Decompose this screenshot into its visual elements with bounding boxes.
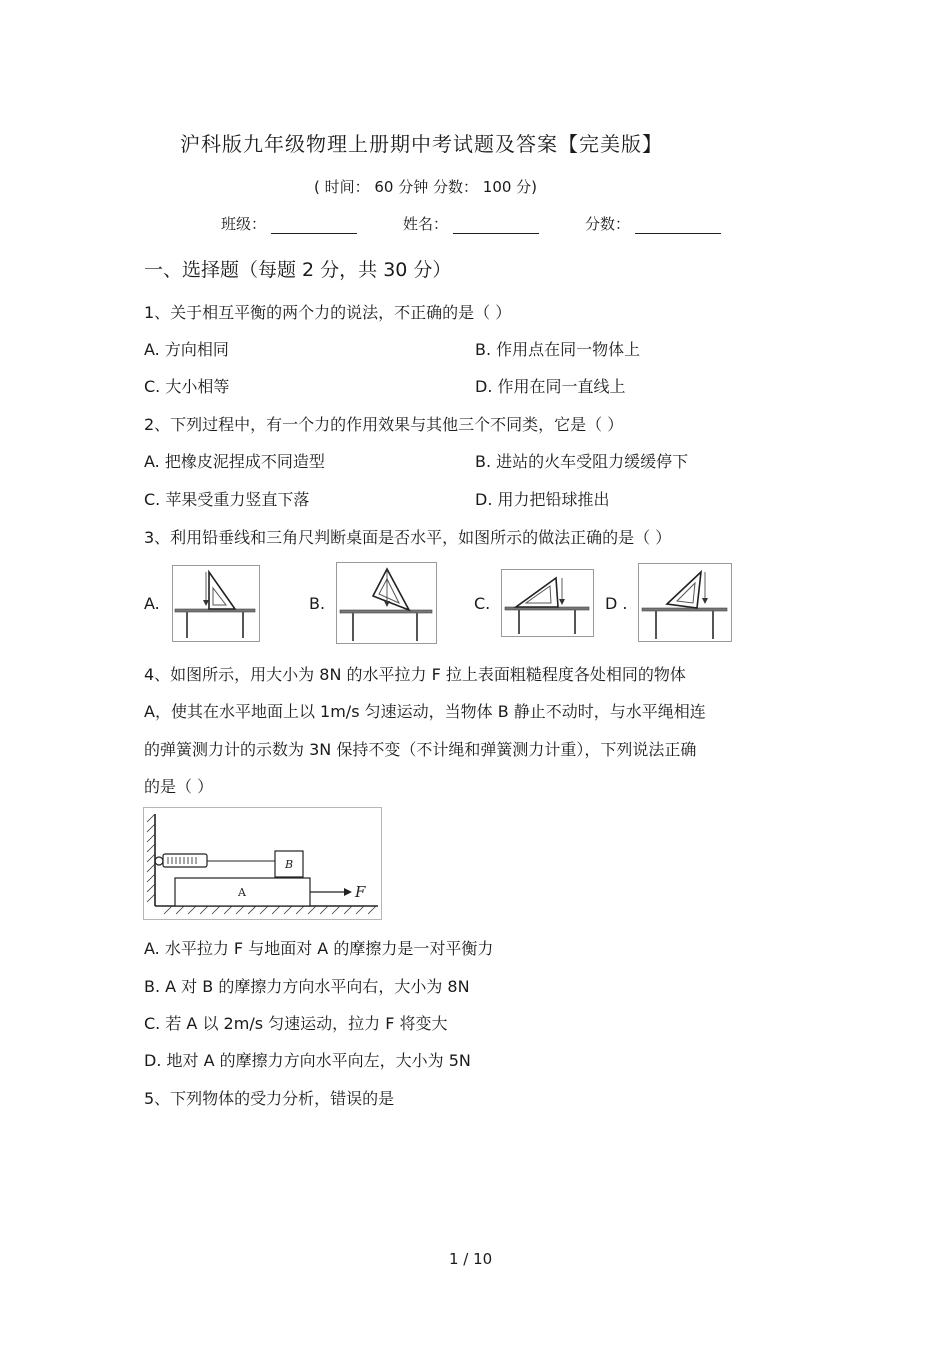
page-number: 1 / 10 [449,1250,493,1268]
force-f-label: F [355,883,366,901]
question-3-figure-c [501,569,594,637]
question-1-option-b: B. 作用点在同一物体上 [475,340,641,359]
question-4-stem-line-1: 4、如图所示，用大小为 8N 的水平拉力 F 拉上表面粗糙程度各处相同的物体 [144,665,686,684]
question-4-figure [143,807,382,920]
question-1-option-c: C. 大小相等 [144,377,230,396]
question-4-option-b: B. A 对 B 的摩擦力方向水平向右，大小为 8N [144,977,470,996]
question-4-stem-line-4: 的是（ ） [144,777,214,796]
document-title: 沪科版九年级物理上册期中考试题及答案【完美版】 [180,132,663,156]
question-5-stem: 5、下列物体的受力分析，错误的是 [144,1089,395,1108]
question-1-stem: 1、关于相互平衡的两个力的说法，不正确的是（ ） [144,303,512,322]
question-4-option-c: C. 若 A 以 2m/s 匀速运动，拉力 F 将变大 [144,1014,448,1033]
question-2-stem: 2、下列过程中，有一个力的作用效果与其他三个不同类，它是（ ） [144,415,624,434]
exam-time-score: ( 时间： 60 分钟 分数： 100 分) [314,178,538,196]
section-heading: 一、选择题（每题 2 分，共 30 分） [144,259,452,281]
score-field [585,213,721,234]
question-1-option-a: A. 方向相同 [144,340,229,359]
question-3-figure-d [638,563,732,642]
question-4-stem-line-3: 的弹簧测力计的示数为 3N 保持不变（不计绳和弹簧测力计重），下列说法正确 [144,740,697,759]
question-2-option-d: D. 用力把铅球推出 [475,490,610,509]
question-3-figure-a [172,565,260,642]
question-3-option-b-label: B. [309,594,326,613]
question-3-option-c-label: C. [474,594,491,613]
question-2-option-b: B. 进站的火车受阻力缓缓停下 [475,452,689,471]
question-3-stem: 3、利用铅垂线和三角尺判断桌面是否水平，如图所示的做法正确的是（ ） [144,528,672,547]
question-3-option-a-label: A. [144,594,160,613]
class-label: 班级： [221,215,267,233]
block-b-label: B [284,858,294,871]
question-2-option-a: A. 把橡皮泥捏成不同造型 [144,452,325,471]
question-4-stem-line-2: A，使其在水平地面上以 1m/s 匀速运动，当物体 B 静止不动时，与水平绳相连 [144,702,706,721]
block-a-label: A [238,886,246,899]
class-blank [271,233,357,234]
question-3-figure-b [336,562,437,644]
question-3-option-d-label: D . [605,594,628,613]
question-4-option-a: A. 水平拉力 F 与地面对 A 的摩擦力是一对平衡力 [144,939,494,958]
name-blank [453,233,539,234]
name-label: 姓名： [403,215,449,233]
class-field [221,213,357,234]
score-blank [635,233,721,234]
score-label: 分数： [585,215,631,233]
name-field [403,213,539,234]
question-2-option-c: C. 苹果受重力竖直下落 [144,490,310,509]
question-4-option-d: D. 地对 A 的摩擦力方向水平向左，大小为 5N [144,1051,471,1070]
question-1-option-d: D. 作用在同一直线上 [475,377,626,396]
